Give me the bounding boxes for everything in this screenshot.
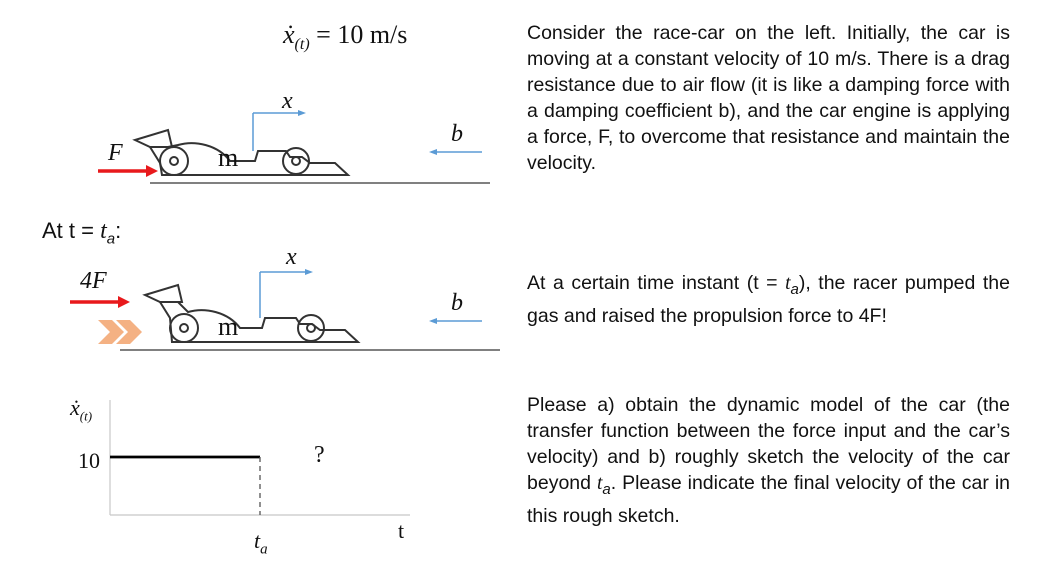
- ylabel-symbol: ẋ: [70, 395, 80, 420]
- xtick-subscript: a: [260, 541, 268, 558]
- p2-ta: t: [785, 273, 791, 294]
- p2-text-b: ), the racer pumped the gas and raised the propulsion force to 4F!: [527, 272, 1010, 327]
- force-arrow: [98, 165, 158, 177]
- at-prefix: At t =: [42, 218, 94, 243]
- unknown-mark: ?: [314, 442, 325, 468]
- ylabel-subscript: (t): [79, 408, 93, 424]
- p3-ta: t: [596, 473, 603, 494]
- mass-label: m: [218, 143, 239, 172]
- mass-label: m: [218, 312, 239, 341]
- xtick-ta: [254, 528, 268, 558]
- p2-text-a: At a certain time instant (t =: [527, 272, 778, 294]
- xtick-t: t: [254, 528, 261, 553]
- at-suffix: :: [115, 218, 122, 243]
- paragraph-intro: Consider the race-car on the left. Initially, the car is moving at a constant velocity of 10 m/s. There is a drag resistance due to air flow (it is like a damping force with a damping coefficient b), and the car engine is applying a force, F, to overcome that resistance and maintain the velocity.: [527, 22, 1010, 174]
- x-label: x: [282, 88, 293, 114]
- force-label: F: [108, 140, 123, 166]
- force-arrow: [70, 296, 130, 308]
- velocity-value: = 10 m/s: [316, 20, 408, 49]
- p2-ta-sub: a: [790, 280, 799, 298]
- x-reference-arrow: [260, 269, 313, 318]
- b-label: b: [451, 290, 463, 316]
- x-reference-arrow: [253, 110, 306, 151]
- ytick-10: 10: [78, 448, 100, 473]
- drag-arrow: [429, 318, 482, 324]
- plot-ylabel: [70, 395, 92, 424]
- b-label: b: [451, 121, 463, 147]
- ta-subscript: a: [106, 230, 116, 248]
- paragraph-boost: [527, 270, 1010, 329]
- x-label: x: [286, 244, 297, 270]
- velocity-plot: [100, 395, 420, 525]
- xdot-subscript: (t): [294, 36, 310, 54]
- plot-xlabel: t: [398, 518, 405, 543]
- time-instant-label: [42, 218, 121, 247]
- drag-arrow: [429, 149, 482, 155]
- ta-symbol: t: [100, 218, 107, 244]
- force-4f-label: 4F: [80, 268, 107, 294]
- race-car-icon: [135, 130, 348, 175]
- p3-text-b: . Please indicate the final velocity of the car in this rough sketch.: [527, 472, 1010, 527]
- paragraph-question: [527, 392, 1010, 529]
- race-car-icon: [145, 285, 358, 342]
- xdot-symbol: ẋ: [283, 20, 295, 49]
- p3-ta-sub: a: [602, 480, 611, 498]
- car-diagram-initial: [90, 85, 500, 200]
- boost-chevron-icon: [98, 320, 142, 344]
- p3-text-a: Please a) obtain the dynamic model of the car (the transfer function between the force input and the car’s velocity) and b) roughly sketch the velocity of the car beyond: [527, 394, 1010, 494]
- car-diagram-boosted: [60, 250, 505, 365]
- velocity-equation: [283, 20, 407, 54]
